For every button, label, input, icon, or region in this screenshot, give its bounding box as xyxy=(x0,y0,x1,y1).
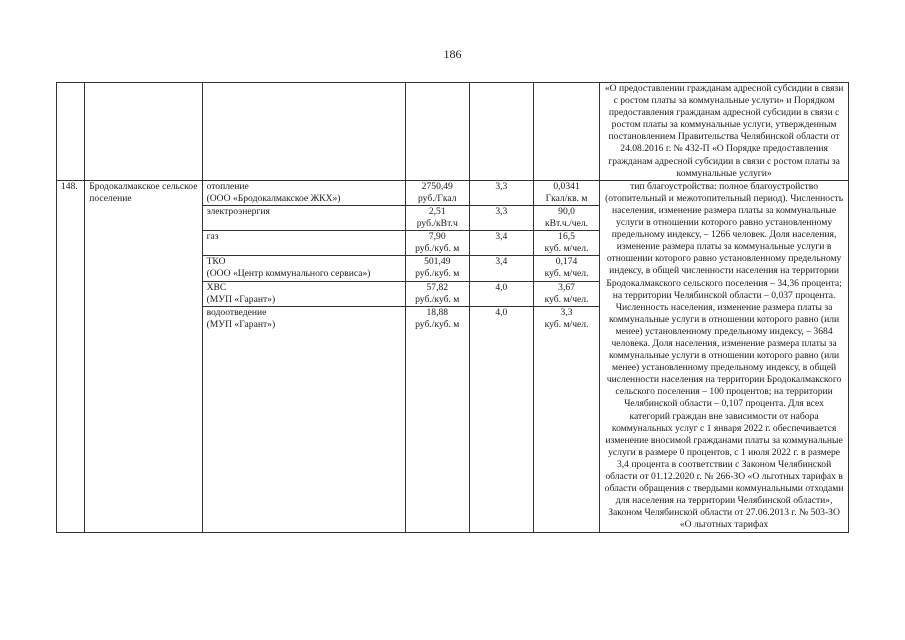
cell-index: 3,4 xyxy=(469,256,533,281)
volume-unit: куб. м/чел. xyxy=(544,268,589,280)
tariff-value: 501,49 xyxy=(424,256,451,268)
cell-service-name xyxy=(202,281,405,306)
cell-index-empty xyxy=(469,83,533,181)
table-row-service-0 xyxy=(57,180,849,205)
volume-unit: кВт.ч./чел. xyxy=(544,218,589,230)
volume-value: 0,0341 xyxy=(553,180,580,192)
volume-value: 0,174 xyxy=(555,256,578,268)
cell-entry-number: 148. xyxy=(57,180,85,532)
cell-index: 3,3 xyxy=(469,180,533,205)
cell-settlement-empty xyxy=(85,83,202,181)
cell-note-main: тип благоустройства: полное благоустройство (отопительный и межотопительный период). Численность населения, изменение размера платы за коммунальные услуги в отношении которого равно установленному предельному индексу, – 1266 человек. Доля населения, изменение размера платы за коммунальные услуги в отношении которого равно установленному предельному индексу, в общей численности населения на территории Бродокалмакского сельского поселения – 34,36 процента; на территории Челябинской области – 0,037 процента. Численность населения, изменение размера платы за коммунальные услуги в отношении которого равно (или менее) установленному предельному индексу, – 3684 человека. Доля населения, изменение размера платы за коммунальные услуги в отношении которого равно (или менее) установленному предельному индексу, в общей численности населения на территории Бродокалмакского сельского поселения – 100 процентов; на территории Челябинской области – 0,107 процента. Для всех категорий граждан вне зависимости от набора коммунальных услуг с 1 января 2022 г. обеспечивается изменение вносимой гражданами платы за коммунальные услуги в размере 0 процентов, с 1 июля 2022 г. в размере 3,4 процента в соответствии с Законом Челябинской области от 01.12.2020 г. № 266-ЗО «О льготных тарифах в области обращения с твердыми коммунальными отходами для населения на территории Челябинской области», Законом Челябинской области от 27.06.2013 г. № 503-ЗО «О льготных тарифах xyxy=(600,180,849,532)
cell-service-name xyxy=(202,231,405,256)
cell-service-name xyxy=(202,256,405,281)
volume-unit: Гкал/кв. м xyxy=(545,192,588,204)
cell-tariff xyxy=(405,231,469,256)
volume-unit: куб. м/чел. xyxy=(544,318,589,330)
cell-tariff xyxy=(405,281,469,306)
tariff-unit: руб./кВт.ч xyxy=(416,218,458,230)
tariff-value: 7,90 xyxy=(428,231,446,243)
tariff-table xyxy=(56,82,849,533)
cell-volume xyxy=(533,180,599,205)
service-name: отопление xyxy=(206,180,249,192)
cell-tariff xyxy=(405,180,469,205)
tariff-unit: руб./куб. м xyxy=(415,293,460,305)
cell-service-empty xyxy=(202,83,405,181)
cell-tariff-empty xyxy=(405,83,469,181)
cell-index: 3,4 xyxy=(469,231,533,256)
service-name: ТКО xyxy=(206,256,226,268)
tariff-value: 2750,49 xyxy=(421,180,453,192)
cell-service-name xyxy=(202,205,405,230)
tariff-value: 18,88 xyxy=(426,306,449,318)
cell-number-empty xyxy=(57,83,85,181)
cell-settlement-name: Бродокалмакское сельское поселение xyxy=(85,180,202,532)
cell-tariff xyxy=(405,256,469,281)
service-provider: (МУП «Гарант») xyxy=(206,318,276,330)
volume-value: 16,5 xyxy=(558,231,575,243)
cell-volume xyxy=(533,256,599,281)
volume-unit: куб. м/чел. xyxy=(544,293,589,305)
service-name: электроэнергия xyxy=(206,205,270,217)
cell-index: 3,3 xyxy=(469,205,533,230)
volume-value: 3,67 xyxy=(558,281,575,293)
cell-volume xyxy=(533,306,599,532)
cell-volume xyxy=(533,231,599,256)
tariff-value: 57,82 xyxy=(426,281,449,293)
service-provider: (МУП «Гарант») xyxy=(206,293,276,305)
tariff-unit: руб./куб. м xyxy=(415,243,460,255)
cell-volume xyxy=(533,205,599,230)
cell-service-name xyxy=(202,180,405,205)
service-name: ХВС xyxy=(206,281,227,293)
tariff-value: 2,51 xyxy=(428,205,446,217)
volume-unit: куб. м/чел. xyxy=(544,243,589,255)
volume-value: 3,3 xyxy=(560,306,573,318)
volume-value: 90,0 xyxy=(558,205,575,217)
cell-service-name xyxy=(202,306,405,532)
cell-volume-empty xyxy=(533,83,599,181)
tariff-unit: руб./Гкал xyxy=(418,192,457,204)
cell-tariff xyxy=(405,205,469,230)
service-name: газ xyxy=(206,231,219,243)
cell-index: 4,0 xyxy=(469,281,533,306)
table-row-continuation xyxy=(57,83,849,181)
service-provider: (ООО «Центр коммунального сервиса») xyxy=(206,268,371,280)
tariff-unit: руб./куб. м xyxy=(415,318,460,330)
cell-index: 4,0 xyxy=(469,306,533,532)
tariff-unit: руб./куб. м xyxy=(415,268,460,280)
cell-tariff xyxy=(405,306,469,532)
page-number: 186 xyxy=(443,47,462,61)
service-name: водоотведение xyxy=(206,306,267,318)
cell-volume xyxy=(533,281,599,306)
cell-note-continuation: «О предоставлении гражданам адресной субсидии в связи с ростом платы за коммунальные услуги» и Порядком предоставления гражданам адресной субсидии в связи с ростом платы за коммунальные услуги, утвержденным постановлением Правительства Челябинской области от 24.08.2016 г. № 432-П «О Порядке предоставления гражданам адресной субсидии в связи с ростом платы за коммунальные услуги» xyxy=(600,83,849,181)
service-provider: (ООО «Бродокалмакское ЖКХ») xyxy=(206,192,341,204)
